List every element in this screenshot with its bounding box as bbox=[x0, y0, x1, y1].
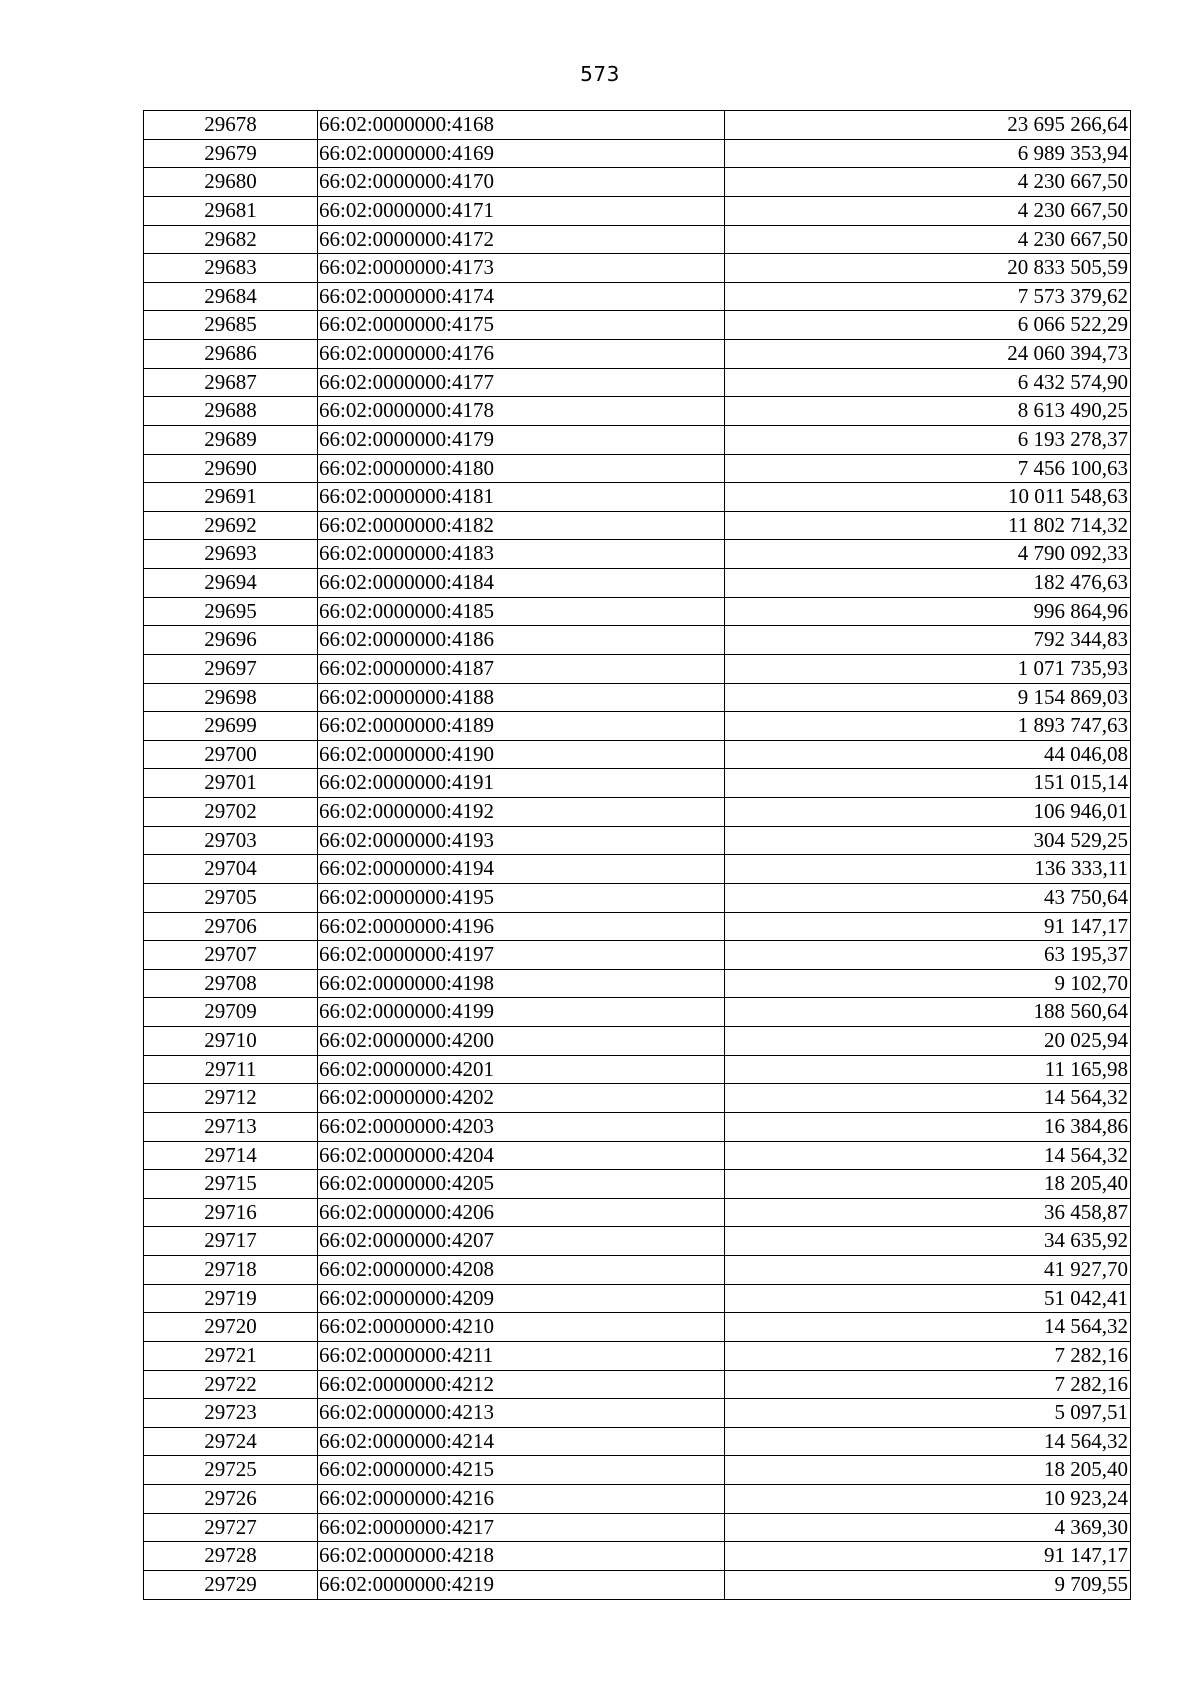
table-row bbox=[144, 1027, 1131, 1056]
table-row bbox=[144, 883, 1131, 912]
cadastral-value-cell: 1 893 747,63 bbox=[725, 712, 1131, 741]
cadastral-value-cell: 41 927,70 bbox=[725, 1256, 1131, 1285]
cadastral-number-cell: 66:02:0000000:4192 bbox=[318, 798, 725, 827]
table-body bbox=[144, 111, 1131, 1600]
table-row bbox=[144, 368, 1131, 397]
cadastral-number-cell: 66:02:0000000:4205 bbox=[318, 1170, 725, 1199]
cadastral-number-cell: 66:02:0000000:4171 bbox=[318, 196, 725, 225]
table-row bbox=[144, 1570, 1131, 1599]
row-number-cell: 29720 bbox=[144, 1313, 318, 1342]
row-number-cell: 29693 bbox=[144, 540, 318, 569]
table-row bbox=[144, 1141, 1131, 1170]
cadastral-value-cell: 9 102,70 bbox=[725, 969, 1131, 998]
table-row bbox=[144, 139, 1131, 168]
table-row bbox=[144, 254, 1131, 283]
cadastral-value-cell: 44 046,08 bbox=[725, 740, 1131, 769]
cadastral-number-cell: 66:02:0000000:4213 bbox=[318, 1399, 725, 1428]
row-number-cell: 29725 bbox=[144, 1456, 318, 1485]
cadastral-value-cell: 14 564,32 bbox=[725, 1427, 1131, 1456]
row-number-cell: 29685 bbox=[144, 311, 318, 340]
table-row bbox=[144, 1341, 1131, 1370]
row-number-cell: 29716 bbox=[144, 1198, 318, 1227]
table-row bbox=[144, 740, 1131, 769]
cadastral-number-cell: 66:02:0000000:4196 bbox=[318, 912, 725, 941]
cadastral-value-cell: 91 147,17 bbox=[725, 1542, 1131, 1571]
cadastral-number-cell: 66:02:0000000:4193 bbox=[318, 826, 725, 855]
table-row bbox=[144, 340, 1131, 369]
table-row bbox=[144, 855, 1131, 884]
table-row bbox=[144, 1427, 1131, 1456]
cadastral-number-cell: 66:02:0000000:4191 bbox=[318, 769, 725, 798]
cadastral-number-cell: 66:02:0000000:4197 bbox=[318, 941, 725, 970]
cadastral-value-cell: 7 456 100,63 bbox=[725, 454, 1131, 483]
row-number-cell: 29721 bbox=[144, 1341, 318, 1370]
cadastral-number-cell: 66:02:0000000:4174 bbox=[318, 282, 725, 311]
cadastral-number-cell: 66:02:0000000:4181 bbox=[318, 483, 725, 512]
row-number-cell: 29712 bbox=[144, 1084, 318, 1113]
cadastral-number-cell: 66:02:0000000:4216 bbox=[318, 1485, 725, 1514]
cadastral-number-cell: 66:02:0000000:4199 bbox=[318, 998, 725, 1027]
cadastral-number-cell: 66:02:0000000:4195 bbox=[318, 883, 725, 912]
cadastral-number-cell: 66:02:0000000:4200 bbox=[318, 1027, 725, 1056]
cadastral-value-cell: 16 384,86 bbox=[725, 1112, 1131, 1141]
cadastral-value-cell: 7 573 379,62 bbox=[725, 282, 1131, 311]
table-row bbox=[144, 454, 1131, 483]
table-row bbox=[144, 683, 1131, 712]
row-number-cell: 29718 bbox=[144, 1256, 318, 1285]
cadastral-number-cell: 66:02:0000000:4190 bbox=[318, 740, 725, 769]
row-number-cell: 29698 bbox=[144, 683, 318, 712]
cadastral-value-cell: 14 564,32 bbox=[725, 1084, 1131, 1113]
cadastral-number-cell: 66:02:0000000:4187 bbox=[318, 654, 725, 683]
row-number-cell: 29678 bbox=[144, 111, 318, 140]
row-number-cell: 29708 bbox=[144, 969, 318, 998]
table-row bbox=[144, 1170, 1131, 1199]
table-row bbox=[144, 712, 1131, 741]
row-number-cell: 29714 bbox=[144, 1141, 318, 1170]
cadastral-value-cell: 996 864,96 bbox=[725, 597, 1131, 626]
table-row bbox=[144, 597, 1131, 626]
row-number-cell: 29691 bbox=[144, 483, 318, 512]
cadastral-value-cell: 23 695 266,64 bbox=[725, 111, 1131, 140]
row-number-cell: 29681 bbox=[144, 196, 318, 225]
table-row bbox=[144, 168, 1131, 197]
cadastral-number-cell: 66:02:0000000:4209 bbox=[318, 1284, 725, 1313]
cadastral-value-cell: 6 989 353,94 bbox=[725, 139, 1131, 168]
cadastral-value-cell: 8 613 490,25 bbox=[725, 397, 1131, 426]
table-row bbox=[144, 626, 1131, 655]
row-number-cell: 29689 bbox=[144, 425, 318, 454]
cadastral-value-cell: 91 147,17 bbox=[725, 912, 1131, 941]
table-row bbox=[144, 1227, 1131, 1256]
cadastral-value-cell: 4 790 092,33 bbox=[725, 540, 1131, 569]
table-row bbox=[144, 196, 1131, 225]
cadastral-value-cell: 792 344,83 bbox=[725, 626, 1131, 655]
row-number-cell: 29696 bbox=[144, 626, 318, 655]
row-number-cell: 29727 bbox=[144, 1513, 318, 1542]
cadastral-number-cell: 66:02:0000000:4189 bbox=[318, 712, 725, 741]
cadastral-number-cell: 66:02:0000000:4183 bbox=[318, 540, 725, 569]
cadastral-value-cell: 1 071 735,93 bbox=[725, 654, 1131, 683]
cadastral-value-cell: 10 011 548,63 bbox=[725, 483, 1131, 512]
cadastral-value-cell: 136 333,11 bbox=[725, 855, 1131, 884]
row-number-cell: 29710 bbox=[144, 1027, 318, 1056]
cadastral-number-cell: 66:02:0000000:4212 bbox=[318, 1370, 725, 1399]
row-number-cell: 29679 bbox=[144, 139, 318, 168]
row-number-cell: 29726 bbox=[144, 1485, 318, 1514]
cadastral-number-cell: 66:02:0000000:4182 bbox=[318, 511, 725, 540]
cadastral-number-cell: 66:02:0000000:4168 bbox=[318, 111, 725, 140]
cadastral-value-cell: 9 154 869,03 bbox=[725, 683, 1131, 712]
cadastral-number-cell: 66:02:0000000:4219 bbox=[318, 1570, 725, 1599]
cadastral-number-cell: 66:02:0000000:4180 bbox=[318, 454, 725, 483]
cadastral-number-cell: 66:02:0000000:4202 bbox=[318, 1084, 725, 1113]
cadastral-value-cell: 7 282,16 bbox=[725, 1341, 1131, 1370]
table-row bbox=[144, 1399, 1131, 1428]
table-row bbox=[144, 998, 1131, 1027]
row-number-cell: 29695 bbox=[144, 597, 318, 626]
row-number-cell: 29729 bbox=[144, 1570, 318, 1599]
table-row bbox=[144, 1485, 1131, 1514]
cadastral-value-cell: 4 230 667,50 bbox=[725, 196, 1131, 225]
row-number-cell: 29686 bbox=[144, 340, 318, 369]
cadastral-number-cell: 66:02:0000000:4179 bbox=[318, 425, 725, 454]
row-number-cell: 29682 bbox=[144, 225, 318, 254]
cadastral-number-cell: 66:02:0000000:4201 bbox=[318, 1055, 725, 1084]
row-number-cell: 29699 bbox=[144, 712, 318, 741]
table-row bbox=[144, 425, 1131, 454]
cadastral-number-cell: 66:02:0000000:4178 bbox=[318, 397, 725, 426]
cadastral-value-cell: 188 560,64 bbox=[725, 998, 1131, 1027]
table-row bbox=[144, 1284, 1131, 1313]
cadastral-number-cell: 66:02:0000000:4204 bbox=[318, 1141, 725, 1170]
table-row bbox=[144, 1256, 1131, 1285]
cadastral-value-cell: 20 025,94 bbox=[725, 1027, 1131, 1056]
row-number-cell: 29700 bbox=[144, 740, 318, 769]
table-row bbox=[144, 540, 1131, 569]
table-row bbox=[144, 798, 1131, 827]
cadastral-value-cell: 4 369,30 bbox=[725, 1513, 1131, 1542]
row-number-cell: 29684 bbox=[144, 282, 318, 311]
table-row bbox=[144, 569, 1131, 598]
row-number-cell: 29683 bbox=[144, 254, 318, 283]
table-row bbox=[144, 1055, 1131, 1084]
cadastral-value-cell: 5 097,51 bbox=[725, 1399, 1131, 1428]
cadastral-value-cell: 14 564,32 bbox=[725, 1313, 1131, 1342]
cadastral-value-cell: 4 230 667,50 bbox=[725, 225, 1131, 254]
row-number-cell: 29690 bbox=[144, 454, 318, 483]
cadastral-number-cell: 66:02:0000000:4217 bbox=[318, 1513, 725, 1542]
table-row bbox=[144, 511, 1131, 540]
row-number-cell: 29701 bbox=[144, 769, 318, 798]
table-row bbox=[144, 1112, 1131, 1141]
table-row bbox=[144, 912, 1131, 941]
row-number-cell: 29717 bbox=[144, 1227, 318, 1256]
cadastral-value-cell: 43 750,64 bbox=[725, 883, 1131, 912]
cadastral-value-cell: 9 709,55 bbox=[725, 1570, 1131, 1599]
cadastral-value-cell: 18 205,40 bbox=[725, 1456, 1131, 1485]
table-row bbox=[144, 1313, 1131, 1342]
cadastral-value-table bbox=[143, 110, 1131, 1600]
row-number-cell: 29724 bbox=[144, 1427, 318, 1456]
row-number-cell: 29692 bbox=[144, 511, 318, 540]
cadastral-value-cell: 6 432 574,90 bbox=[725, 368, 1131, 397]
cadastral-value-cell: 6 066 522,29 bbox=[725, 311, 1131, 340]
table-row bbox=[144, 1513, 1131, 1542]
page-number: 573 bbox=[580, 62, 620, 86]
cadastral-value-cell: 24 060 394,73 bbox=[725, 340, 1131, 369]
row-number-cell: 29711 bbox=[144, 1055, 318, 1084]
row-number-cell: 29705 bbox=[144, 883, 318, 912]
cadastral-value-cell: 14 564,32 bbox=[725, 1141, 1131, 1170]
row-number-cell: 29715 bbox=[144, 1170, 318, 1199]
cadastral-number-cell: 66:02:0000000:4207 bbox=[318, 1227, 725, 1256]
row-number-cell: 29704 bbox=[144, 855, 318, 884]
row-number-cell: 29687 bbox=[144, 368, 318, 397]
cadastral-value-cell: 18 205,40 bbox=[725, 1170, 1131, 1199]
cadastral-number-cell: 66:02:0000000:4194 bbox=[318, 855, 725, 884]
cadastral-value-cell: 63 195,37 bbox=[725, 941, 1131, 970]
cadastral-value-cell: 11 165,98 bbox=[725, 1055, 1131, 1084]
cadastral-value-cell: 106 946,01 bbox=[725, 798, 1131, 827]
cadastral-value-cell: 7 282,16 bbox=[725, 1370, 1131, 1399]
cadastral-number-cell: 66:02:0000000:4177 bbox=[318, 368, 725, 397]
cadastral-number-cell: 66:02:0000000:4211 bbox=[318, 1341, 725, 1370]
row-number-cell: 29709 bbox=[144, 998, 318, 1027]
cadastral-number-cell: 66:02:0000000:4210 bbox=[318, 1313, 725, 1342]
table-row bbox=[144, 1084, 1131, 1113]
row-number-cell: 29719 bbox=[144, 1284, 318, 1313]
row-number-cell: 29703 bbox=[144, 826, 318, 855]
cadastral-number-cell: 66:02:0000000:4186 bbox=[318, 626, 725, 655]
table-row bbox=[144, 111, 1131, 140]
table-row bbox=[144, 1542, 1131, 1571]
table-row bbox=[144, 1370, 1131, 1399]
row-number-cell: 29722 bbox=[144, 1370, 318, 1399]
cadastral-value-cell: 36 458,87 bbox=[725, 1198, 1131, 1227]
table-row bbox=[144, 397, 1131, 426]
table-row bbox=[144, 654, 1131, 683]
cadastral-number-cell: 66:02:0000000:4170 bbox=[318, 168, 725, 197]
cadastral-number-cell: 66:02:0000000:4172 bbox=[318, 225, 725, 254]
cadastral-number-cell: 66:02:0000000:4173 bbox=[318, 254, 725, 283]
cadastral-number-cell: 66:02:0000000:4198 bbox=[318, 969, 725, 998]
table-row bbox=[144, 282, 1131, 311]
cadastral-number-cell: 66:02:0000000:4214 bbox=[318, 1427, 725, 1456]
table-row bbox=[144, 225, 1131, 254]
cadastral-number-cell: 66:02:0000000:4208 bbox=[318, 1256, 725, 1285]
row-number-cell: 29680 bbox=[144, 168, 318, 197]
cadastral-number-cell: 66:02:0000000:4176 bbox=[318, 340, 725, 369]
cadastral-value-cell: 4 230 667,50 bbox=[725, 168, 1131, 197]
cadastral-value-cell: 20 833 505,59 bbox=[725, 254, 1131, 283]
row-number-cell: 29706 bbox=[144, 912, 318, 941]
row-number-cell: 29688 bbox=[144, 397, 318, 426]
row-number-cell: 29694 bbox=[144, 569, 318, 598]
cadastral-value-cell: 51 042,41 bbox=[725, 1284, 1131, 1313]
table-row bbox=[144, 1456, 1131, 1485]
row-number-cell: 29713 bbox=[144, 1112, 318, 1141]
cadastral-value-cell: 6 193 278,37 bbox=[725, 425, 1131, 454]
table-row bbox=[144, 483, 1131, 512]
table-row bbox=[144, 969, 1131, 998]
row-number-cell: 29702 bbox=[144, 798, 318, 827]
cadastral-value-cell: 10 923,24 bbox=[725, 1485, 1131, 1514]
row-number-cell: 29697 bbox=[144, 654, 318, 683]
table-row bbox=[144, 311, 1131, 340]
row-number-cell: 29728 bbox=[144, 1542, 318, 1571]
row-number-cell: 29723 bbox=[144, 1399, 318, 1428]
cadastral-value-cell: 304 529,25 bbox=[725, 826, 1131, 855]
cadastral-number-cell: 66:02:0000000:4218 bbox=[318, 1542, 725, 1571]
cadastral-number-cell: 66:02:0000000:4169 bbox=[318, 139, 725, 168]
table-row bbox=[144, 826, 1131, 855]
cadastral-value-cell: 182 476,63 bbox=[725, 569, 1131, 598]
cadastral-value-cell: 11 802 714,32 bbox=[725, 511, 1131, 540]
cadastral-number-cell: 66:02:0000000:4175 bbox=[318, 311, 725, 340]
cadastral-number-cell: 66:02:0000000:4206 bbox=[318, 1198, 725, 1227]
table-row bbox=[144, 941, 1131, 970]
row-number-cell: 29707 bbox=[144, 941, 318, 970]
cadastral-value-cell: 34 635,92 bbox=[725, 1227, 1131, 1256]
cadastral-number-cell: 66:02:0000000:4185 bbox=[318, 597, 725, 626]
cadastral-number-cell: 66:02:0000000:4188 bbox=[318, 683, 725, 712]
cadastral-number-cell: 66:02:0000000:4184 bbox=[318, 569, 725, 598]
table-row bbox=[144, 769, 1131, 798]
cadastral-number-cell: 66:02:0000000:4215 bbox=[318, 1456, 725, 1485]
table-row bbox=[144, 1198, 1131, 1227]
cadastral-value-cell: 151 015,14 bbox=[725, 769, 1131, 798]
cadastral-number-cell: 66:02:0000000:4203 bbox=[318, 1112, 725, 1141]
